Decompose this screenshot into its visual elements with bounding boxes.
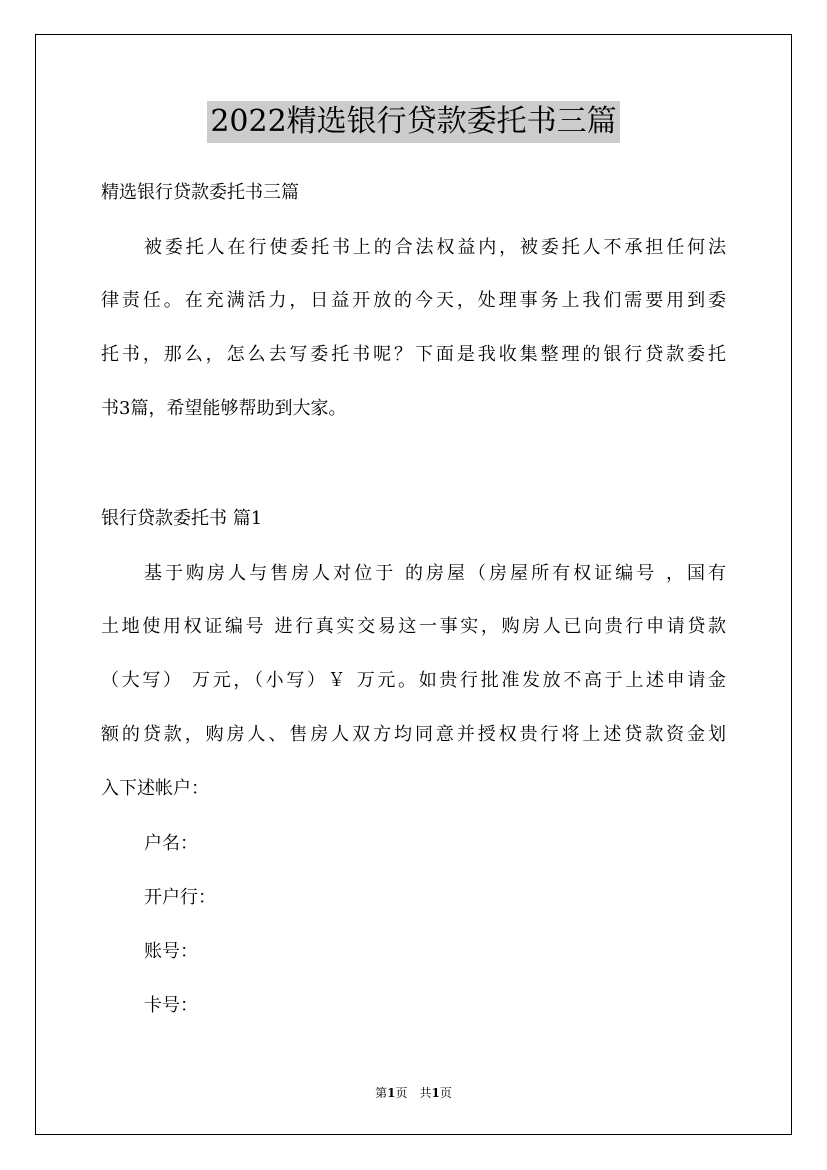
page-footer (0, 1085, 827, 1101)
section1-heading: 银行贷款委托书 篇1 (101, 508, 263, 529)
field-account-number: 账号： (144, 941, 198, 962)
intro-line-4: 书3篇，希望能够帮助到大家。 (101, 398, 347, 419)
footer-page-mid: 页 共 (395, 1086, 432, 1100)
footer-page-number: 1 (387, 1086, 396, 1100)
subtitle: 精选银行贷款委托书三篇 (101, 182, 299, 203)
section1-line-1: 基于购房人与售房人对位于 的房屋（房屋所有权证编号 ，国有 (144, 563, 726, 584)
intro-line-3: 托书，那么，怎么去写委托书呢？下面是我收集整理的银行贷款委托 (101, 344, 726, 365)
document-title: 2022精选银行贷款委托书三篇 (207, 101, 619, 143)
footer-page-suffix: 页 (439, 1086, 452, 1100)
section1-line-5: 入下述帐户： (101, 778, 209, 799)
field-bank-branch: 开户行： (144, 887, 216, 908)
intro-line-1: 被委托人在行使委托书上的合法权益内，被委托人不承担任何法 (144, 237, 726, 258)
title-container (0, 101, 827, 143)
section1-line-2: 土地使用权证编号 进行真实交易这一事实，购房人已向贵行申请贷款 (101, 616, 726, 637)
footer-page-prefix: 第 (375, 1086, 388, 1100)
footer-total-pages: 1 (431, 1086, 440, 1100)
field-card-number: 卡号： (144, 995, 198, 1016)
intro-line-2: 律责任。在充满活力，日益开放的今天，处理事务上我们需要用到委 (101, 290, 726, 311)
field-account-name: 户名： (144, 833, 198, 854)
section1-line-4: 额的贷款，购房人、售房人双方均同意并授权贵行将上述贷款资金划 (101, 724, 726, 745)
section1-line-3: （大写） 万元，（小写）￥ 万元。如贵行批准发放不高于上述申请金 (101, 670, 726, 691)
